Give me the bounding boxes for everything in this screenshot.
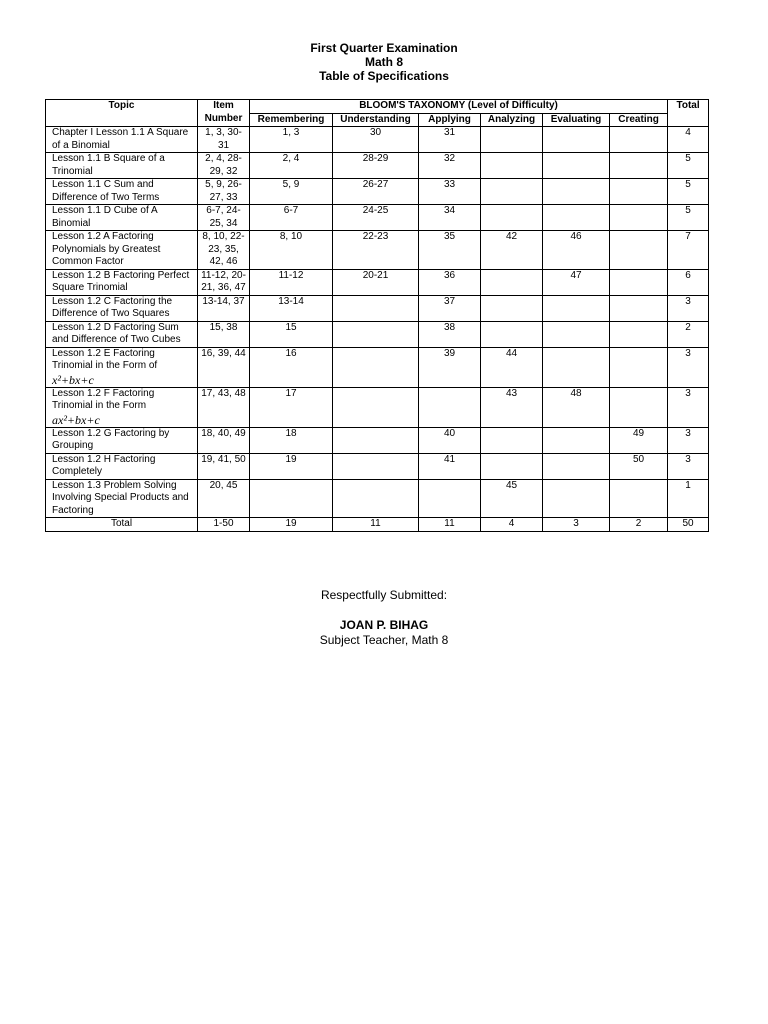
applying-cell: 40 xyxy=(419,427,481,453)
topic-text: Chapter I Lesson 1.1 A Square of a Binomial xyxy=(52,127,189,151)
table-row xyxy=(46,347,709,387)
understanding-cell: 11 xyxy=(333,518,419,532)
creating-cell xyxy=(610,205,668,231)
topic-cell xyxy=(46,453,198,479)
remembering-cell: 17 xyxy=(250,387,333,427)
understanding-cell xyxy=(333,387,419,427)
applying-cell: 36 xyxy=(419,269,481,295)
creating-cell xyxy=(610,479,668,518)
analyzing-header: Analyzing xyxy=(481,113,543,127)
evaluating-cell: 46 xyxy=(543,231,610,270)
analyzing-cell: 43 xyxy=(481,387,543,427)
understanding-cell xyxy=(333,347,419,387)
creating-cell xyxy=(610,231,668,270)
topic-text: Lesson 1.2 A Factoring Polynomials by Greatest Common Factor xyxy=(52,231,161,267)
table-row xyxy=(46,321,709,347)
remembering-cell: 5, 9 xyxy=(250,179,333,205)
remembering-cell: 18 xyxy=(250,427,333,453)
topic-cell xyxy=(46,427,198,453)
understanding-cell xyxy=(333,321,419,347)
topic-header: Topic xyxy=(46,100,198,127)
understanding-cell: 28-29 xyxy=(333,153,419,179)
topic-cell xyxy=(46,295,198,321)
analyzing-cell xyxy=(481,427,543,453)
table-title: Table of Specifications xyxy=(319,69,449,83)
applying-cell: 34 xyxy=(419,205,481,231)
topic-cell xyxy=(46,231,198,270)
understanding-cell: 22-23 xyxy=(333,231,419,270)
creating-cell: 49 xyxy=(610,427,668,453)
analyzing-cell: 45 xyxy=(481,479,543,518)
evaluating-cell xyxy=(543,427,610,453)
understanding-header: Understanding xyxy=(333,113,419,127)
creating-cell: 50 xyxy=(610,453,668,479)
creating-cell xyxy=(610,269,668,295)
evaluating-header: Evaluating xyxy=(543,113,610,127)
total-row xyxy=(46,518,709,532)
remembering-header: Remembering xyxy=(250,113,333,127)
topic-cell xyxy=(46,387,198,427)
analyzing-cell xyxy=(481,295,543,321)
applying-cell: 38 xyxy=(419,321,481,347)
applying-cell: 35 xyxy=(419,231,481,270)
total-cell: 3 xyxy=(668,427,709,453)
analyzing-cell: 42 xyxy=(481,231,543,270)
items-cell: 6-7, 24-25, 34 xyxy=(198,205,250,231)
analyzing-cell xyxy=(481,179,543,205)
topic-cell xyxy=(46,321,198,347)
table-row xyxy=(46,269,709,295)
analyzing-cell: 44 xyxy=(481,347,543,387)
remembering-cell: 8, 10 xyxy=(250,231,333,270)
topic-cell xyxy=(46,518,198,532)
items-cell: 1, 3, 30-31 xyxy=(198,127,250,153)
items-cell: 8, 10, 22-23, 35, 42, 46 xyxy=(198,231,250,270)
analyzing-cell xyxy=(481,205,543,231)
analyzing-cell xyxy=(481,153,543,179)
evaluating-cell xyxy=(543,479,610,518)
topic-cell xyxy=(46,269,198,295)
table-row xyxy=(46,153,709,179)
remembering-cell: 1, 3 xyxy=(250,127,333,153)
understanding-cell xyxy=(333,427,419,453)
topic-cell xyxy=(46,153,198,179)
total-cell: 3 xyxy=(668,295,709,321)
topic-text: Lesson 1.2 C Factoring the Difference of Two Squares xyxy=(52,295,173,319)
topic-text: Lesson 1.3 Problem Solving Involving Special Products and Factoring xyxy=(52,479,189,516)
evaluating-cell xyxy=(543,179,610,205)
creating-cell xyxy=(610,321,668,347)
remembering-cell: 11-12 xyxy=(250,269,333,295)
analyzing-cell xyxy=(481,127,543,153)
remembering-cell: 15 xyxy=(250,321,333,347)
total-cell: 5 xyxy=(668,153,709,179)
applying-cell: 37 xyxy=(419,295,481,321)
topic-cell xyxy=(46,205,198,231)
total-cell: 2 xyxy=(668,321,709,347)
remembering-cell: 16 xyxy=(250,347,333,387)
evaluating-cell: 3 xyxy=(543,518,610,532)
creating-cell: 2 xyxy=(610,518,668,532)
topic-text: Lesson 1.2 H Factoring Completely xyxy=(52,453,156,477)
applying-cell: 39 xyxy=(419,347,481,387)
topic-text: Lesson 1.2 D Factoring Sum and Difference of Two Cubes xyxy=(52,321,181,345)
items-cell: 18, 40, 49 xyxy=(198,427,250,453)
total-cell: 50 xyxy=(668,518,709,532)
applying-cell: 41 xyxy=(419,453,481,479)
remembering-cell: 13-14 xyxy=(250,295,333,321)
table-row xyxy=(46,179,709,205)
header-row-1 xyxy=(46,100,709,114)
table-row xyxy=(46,295,709,321)
understanding-cell xyxy=(333,479,419,518)
table-body xyxy=(46,127,709,532)
table-row xyxy=(46,427,709,453)
creating-cell xyxy=(610,387,668,427)
items-cell: 2, 4, 28-29, 32 xyxy=(198,153,250,179)
topic-text: Lesson 1.2 F Factoring Trinomial in the Form xyxy=(52,387,155,411)
applying-header: Applying xyxy=(419,113,481,127)
applying-cell: 32 xyxy=(419,153,481,179)
total-header: Total xyxy=(668,100,709,127)
applying-cell xyxy=(419,479,481,518)
table-row xyxy=(46,453,709,479)
signatory-title: Subject Teacher, Math 8 xyxy=(319,633,449,647)
total-cell: 3 xyxy=(668,387,709,427)
understanding-cell: 30 xyxy=(333,127,419,153)
specifications-table xyxy=(45,99,709,532)
analyzing-cell xyxy=(481,453,543,479)
total-cell: 6 xyxy=(668,269,709,295)
blooms-taxonomy-header: BLOOM'S TAXONOMY (Level of Difficulty) xyxy=(250,100,668,114)
topic-cell xyxy=(46,179,198,205)
formula-text: ax²+bx+c xyxy=(52,412,100,427)
total-cell: 1 xyxy=(668,479,709,518)
subject-title: Math 8 xyxy=(364,55,403,69)
creating-cell xyxy=(610,347,668,387)
creating-cell xyxy=(610,153,668,179)
items-cell: 11-12, 20-21, 36, 47 xyxy=(198,269,250,295)
topic-text: Lesson 1.1 D Cube of A Binomial xyxy=(52,205,158,229)
respectfully-submitted: Respectfully Submitted: xyxy=(320,588,448,602)
analyzing-cell xyxy=(481,321,543,347)
applying-cell: 31 xyxy=(419,127,481,153)
table-row xyxy=(46,127,709,153)
formula-text: x²+bx+c xyxy=(52,372,94,387)
understanding-cell: 26-27 xyxy=(333,179,419,205)
total-cell: 3 xyxy=(668,347,709,387)
items-cell: 17, 43, 48 xyxy=(198,387,250,427)
evaluating-cell xyxy=(543,321,610,347)
creating-header: Creating xyxy=(610,113,668,127)
total-cell: 5 xyxy=(668,205,709,231)
analyzing-cell xyxy=(481,269,543,295)
creating-cell xyxy=(610,179,668,205)
topic-cell xyxy=(46,479,198,518)
analyzing-cell: 4 xyxy=(481,518,543,532)
topic-text: Lesson 1.2 G Factoring by Grouping xyxy=(52,427,170,451)
items-cell: 20, 45 xyxy=(198,479,250,518)
evaluating-cell xyxy=(543,453,610,479)
topic-text: Lesson 1.1 C Sum and Difference of Two Terms xyxy=(52,179,160,203)
creating-cell xyxy=(610,127,668,153)
understanding-cell: 20-21 xyxy=(333,269,419,295)
total-cell: 7 xyxy=(668,231,709,270)
total-cell: 5 xyxy=(668,179,709,205)
items-cell: 5, 9, 26-27, 33 xyxy=(198,179,250,205)
evaluating-cell xyxy=(543,347,610,387)
evaluating-cell xyxy=(543,127,610,153)
items-cell: 15, 38 xyxy=(198,321,250,347)
evaluating-cell xyxy=(543,295,610,321)
evaluating-cell: 47 xyxy=(543,269,610,295)
remembering-cell xyxy=(250,479,333,518)
topic-text: Lesson 1.2 E Factoring Trinomial in the Form of xyxy=(52,347,158,371)
items-cell: 1-50 xyxy=(198,518,250,532)
item-number-header: Item Number xyxy=(198,100,250,127)
understanding-cell xyxy=(333,295,419,321)
evaluating-cell xyxy=(543,205,610,231)
items-cell: 13-14, 37 xyxy=(198,295,250,321)
remembering-cell: 2, 4 xyxy=(250,153,333,179)
understanding-cell xyxy=(333,453,419,479)
remembering-cell: 6-7 xyxy=(250,205,333,231)
total-cell: 4 xyxy=(668,127,709,153)
table-row xyxy=(46,387,709,427)
remembering-cell: 19 xyxy=(250,453,333,479)
exam-title: First Quarter Examination xyxy=(310,41,458,55)
table-row xyxy=(46,205,709,231)
items-cell: 19, 41, 50 xyxy=(198,453,250,479)
signatory-name: JOAN P. BIHAG xyxy=(339,618,429,632)
applying-cell: 11 xyxy=(419,518,481,532)
evaluating-cell xyxy=(543,153,610,179)
items-cell: 16, 39, 44 xyxy=(198,347,250,387)
table-row xyxy=(46,479,709,518)
evaluating-cell: 48 xyxy=(543,387,610,427)
creating-cell xyxy=(610,295,668,321)
remembering-cell: 19 xyxy=(250,518,333,532)
topic-cell xyxy=(46,347,198,387)
total-cell: 3 xyxy=(668,453,709,479)
applying-cell xyxy=(419,387,481,427)
applying-cell: 33 xyxy=(419,179,481,205)
topic-text: Lesson 1.1 B Square of a Trinomial xyxy=(52,153,165,177)
understanding-cell: 24-25 xyxy=(333,205,419,231)
table-row xyxy=(46,231,709,270)
document-header xyxy=(0,41,768,83)
topic-text: Total xyxy=(110,518,133,529)
topic-text: Lesson 1.2 B Factoring Perfect Square Trinomial xyxy=(52,269,190,293)
topic-cell xyxy=(46,127,198,153)
